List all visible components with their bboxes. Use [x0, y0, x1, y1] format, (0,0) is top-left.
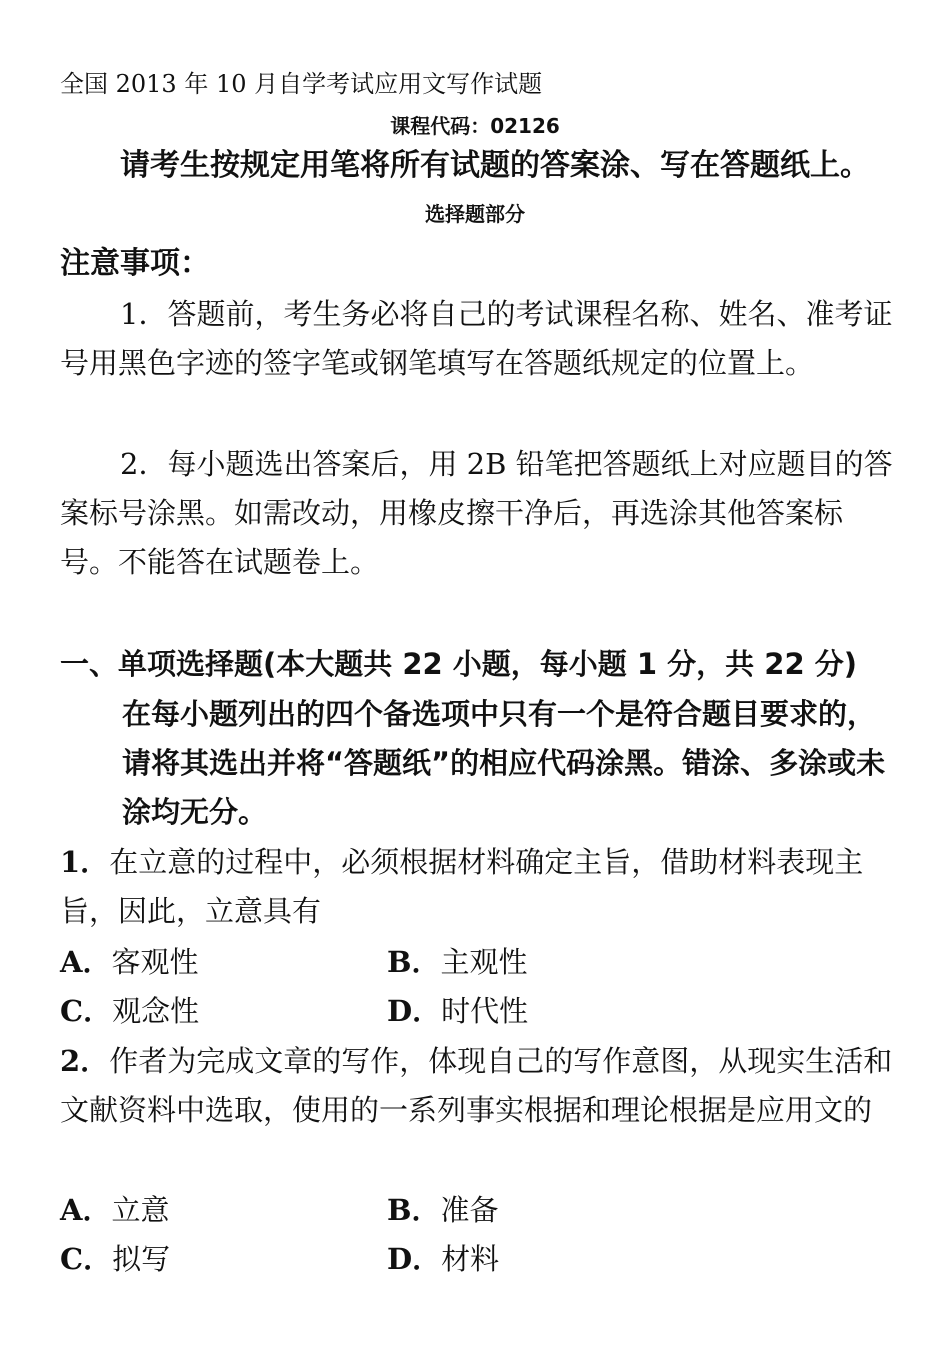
note-item-1: 1．答题前，考生务必将自己的考试课程名称、姓名、准考证号用黑色字迹的签字笔或钢笔填写在答题纸规定的位置上。	[60, 297, 893, 380]
notes-heading: 注意事项：	[60, 246, 210, 281]
option-c: C．拟写	[60, 1242, 171, 1276]
part-description: 在每小题列出的四个备选项中只有一个是符合题目要求的，请将其选出并将“答题纸”的相应代码涂黑。错涂、多涂或未涂均无分。	[122, 697, 886, 829]
option-b: B．准备	[387, 1193, 499, 1227]
part-heading: 一、单项选择题(本大题共 22 小题，每小题 1 分，共 22 分)	[60, 647, 857, 681]
option-a: A．立意	[60, 1193, 170, 1227]
option-row	[60, 1235, 894, 1284]
question-text: 在立意的过程中，必须根据材料确定主旨，借助材料表现主旨，因此，立意具有	[60, 845, 864, 928]
option-b: B．主观性	[387, 945, 528, 979]
note-item-2: 2．每小题选出答案后，用 2B 铅笔把答题纸上对应题目的答案标号涂黑。如需改动，用橡皮擦干净后，再选涂其他答案标号。不能答在试题卷上。	[60, 447, 893, 579]
option-row	[60, 938, 894, 987]
exam-title: 全国 2013 年 10 月自学考试应用文写作试题	[60, 70, 543, 98]
question-number: 1．	[60, 845, 110, 879]
option-c: C．观念性	[60, 994, 200, 1028]
option-row	[60, 1186, 894, 1235]
question-1	[60, 838, 894, 936]
question-number: 2．	[60, 1044, 110, 1078]
course-code: 课程代码：02126	[390, 114, 560, 138]
option-a: A．客观性	[60, 945, 199, 979]
question-2	[60, 1037, 894, 1135]
section-label: 选择题部分	[425, 202, 525, 226]
answer-instruction: 请考生按规定用笔将所有试题的答案涂、写在答题纸上。	[120, 148, 870, 183]
option-d: D．时代性	[387, 994, 529, 1028]
option-row	[60, 987, 894, 1036]
question-text: 作者为完成文章的写作，体现自己的写作意图，从现实生活和文献资料中选取，使用的一系列事实根据和理论根据是应用文的	[60, 1044, 893, 1127]
option-d: D．材料	[387, 1242, 500, 1276]
